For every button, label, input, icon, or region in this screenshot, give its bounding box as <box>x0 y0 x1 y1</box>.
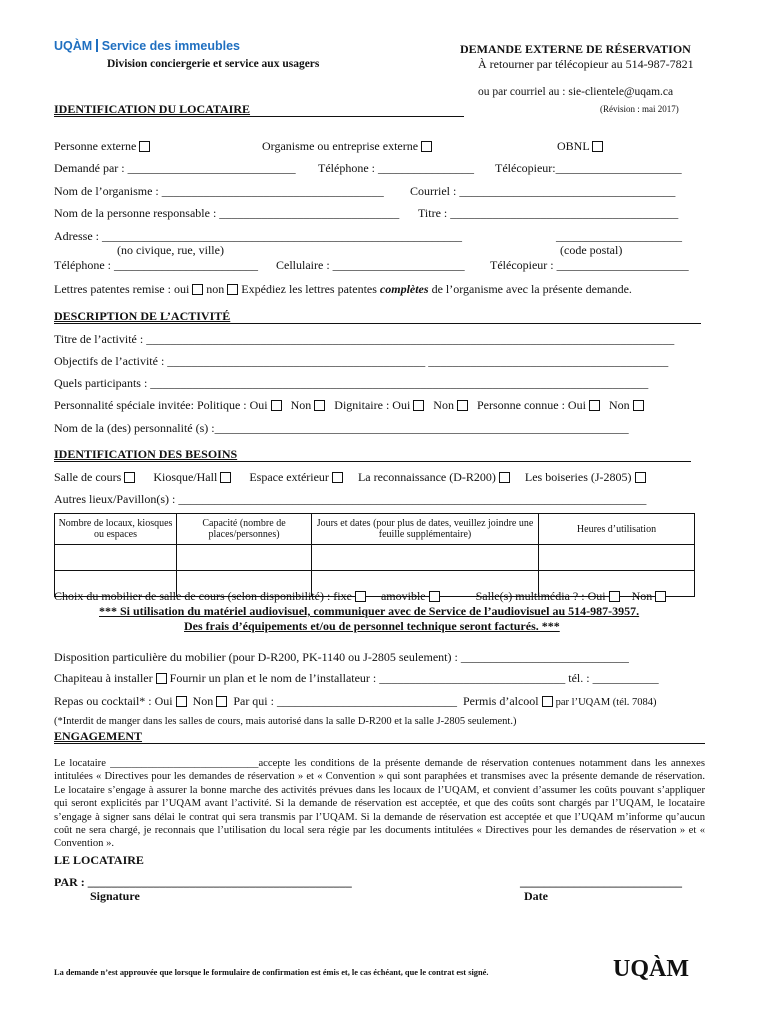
telecopieur2-field[interactable]: Télécopieur : ______________________ <box>490 258 689 272</box>
no-civique-hint: (no civique, rue, ville) <box>117 243 224 257</box>
checkbox-organisme[interactable] <box>421 141 432 152</box>
cellulaire-field[interactable]: Cellulaire : ______________________ <box>276 258 465 272</box>
table-header-row <box>55 514 695 545</box>
checkbox-connue-non[interactable] <box>633 400 644 411</box>
brand-separator <box>96 39 98 52</box>
nom-personnalite-field[interactable]: Nom de la (des) personnalité (s) :_____________________________________________________________________ <box>54 421 629 435</box>
besoins-heading: IDENTIFICATION DES BESOINS <box>54 447 238 461</box>
telephone-field[interactable]: Téléphone : ________________ <box>318 161 474 175</box>
chapiteau-row: Chapiteau à installer Fournir un plan et le nom de l’installateur : _______________________________ tél. : ___________ <box>54 671 659 685</box>
frais-notice: Des frais d’équipements et/ou de personnel technique seront facturés. *** <box>184 619 560 633</box>
autres-lieux-field[interactable]: Autres lieux/Pavillon(s) : ______________________________________________________________________________ <box>54 492 647 506</box>
checkbox-personne-externe[interactable] <box>139 141 150 152</box>
telecopieur-field[interactable]: Télécopieur:_____________________ <box>495 161 682 175</box>
checkbox-reconnaissance[interactable] <box>499 472 510 483</box>
participants-field[interactable]: Quels participants : ___________________________________________________________________________________ <box>54 376 649 390</box>
fax-line: À retourner par télécopieur au 514-987-7821 <box>478 57 694 71</box>
description-heading: DESCRIPTION DE L’ACTIVITÉ <box>54 309 231 323</box>
checkbox-multimedia-non[interactable] <box>655 591 666 602</box>
heading-rule <box>54 461 691 462</box>
checkbox-salle-cours[interactable] <box>124 472 135 483</box>
form-title: DEMANDE EXTERNE DE RÉSERVATION <box>460 42 691 56</box>
checkbox-boiseries[interactable] <box>635 472 646 483</box>
heading-rule <box>54 323 701 324</box>
code-postal-field[interactable]: _____________________ <box>556 229 682 243</box>
brand-service: Service des immeubles <box>101 39 240 53</box>
opt-organisme: Organisme ou entreprise externe <box>262 139 432 154</box>
table-cell[interactable] <box>55 545 177 571</box>
checkbox-espace-exterieur[interactable] <box>332 472 343 483</box>
besoins-table <box>54 513 695 597</box>
signature-label: Signature <box>90 889 140 903</box>
email-line: ou par courriel au : sie-clientele@uqam.ca <box>478 86 674 98</box>
opt-personne-externe: Personne externe <box>54 139 150 154</box>
interdit-note: (*Interdit de manger dans les salles de cours, mais autorisé dans la salle D-R200 et la salle J-2805 seulement.) <box>54 716 517 727</box>
checkbox-politique-oui[interactable] <box>271 400 282 411</box>
table-header: Capacité (nombre de places/personnes) <box>177 514 312 545</box>
nom-organisme-field[interactable]: Nom de l’organisme : _____________________________________ <box>54 184 384 198</box>
checkbox-lettres-non[interactable] <box>227 284 238 295</box>
courriel-field[interactable]: Courriel : ____________________________________ <box>410 184 676 198</box>
mobilier-row: Choix du mobilier de salle de cours (selon disponibilité) : fixe amovible Salle(s) multimédia ? : Oui Non <box>54 589 666 604</box>
nom-responsable-field[interactable]: Nom de la personne responsable : ______________________________ <box>54 206 400 220</box>
approval-note: La demande n’est approuvée que lorsque le formulaire de confirmation est émis et, le cas échéant, que le contrat est signé. <box>54 968 489 977</box>
par-qui-field[interactable]: Par qui : ______________________________ <box>233 694 457 708</box>
personnalite-row: Personnalité spéciale invitée: Politique : Oui Non Dignitaire : Oui Non Personne connue : Oui Non <box>54 398 644 413</box>
checkbox-dignitaire-non[interactable] <box>457 400 468 411</box>
checkbox-permis-alcool[interactable] <box>542 696 553 707</box>
revision-label: (Révision : mai 2017) <box>600 104 679 114</box>
titre-field[interactable]: Titre : ______________________________________ <box>418 206 679 220</box>
adresse-field[interactable]: Adresse : ____________________________________________________________ <box>54 229 462 243</box>
checkbox-repas-oui[interactable] <box>176 696 187 707</box>
checkbox-amovible[interactable] <box>429 591 440 602</box>
table-cell[interactable] <box>539 545 695 571</box>
checkbox-kiosque[interactable] <box>220 472 231 483</box>
uqam-footer-logo: UQÀM <box>613 956 689 982</box>
checkbox-repas-non[interactable] <box>216 696 227 707</box>
checkbox-dignitaire-oui[interactable] <box>413 400 424 411</box>
brand-name: UQÀM <box>54 39 93 53</box>
checkbox-fixe[interactable] <box>355 591 366 602</box>
heading-rule <box>54 116 464 117</box>
fournir-field[interactable]: Fournir un plan et le nom de l’installateur : _______________________________ tél. : ___________ <box>169 671 659 685</box>
checkbox-politique-non[interactable] <box>314 400 325 411</box>
checkbox-lettres-oui[interactable] <box>192 284 203 295</box>
disposition-field[interactable]: Disposition particulière du mobilier (pour D-R200, PK-1140 ou J-2805 seulement) : ____________________________ <box>54 650 629 664</box>
engagement-heading: ENGAGEMENT <box>54 729 143 743</box>
audiovisuel-notice: *** Si utilisation du matériel audiovisuel, communiquer avec de Service de l’audiovisuel au 514-987-3957. <box>99 604 640 618</box>
checkbox-multimedia-oui[interactable] <box>609 591 620 602</box>
lettres-patentes-row: Lettres patentes remise : oui non Expédiez les lettres patentes complètes de l’organisme avec la présente demande. <box>54 282 632 296</box>
table-cell[interactable] <box>312 545 539 571</box>
besoins-row: Salle de cours Kiosque/Hall Espace extérieur La reconnaissance (D-R200) Les boiseries (J-2805) <box>54 470 646 485</box>
checkbox-connue-oui[interactable] <box>589 400 600 411</box>
repas-row: Repas ou cocktail* : Oui Non Par qui : ______________________________ Permis d’alcool par l’UQAM (tél. 7084) <box>54 694 657 708</box>
titre-activite-field[interactable]: Titre de l’activité : ________________________________________________________________________________________ <box>54 332 675 346</box>
table-header: Jours et dates (pour plus de dates, veuillez joindre une feuille supplémentaire) <box>312 514 539 545</box>
code-postal-hint: (code postal) <box>560 243 623 257</box>
le-locataire-label: LE LOCATAIRE <box>54 853 144 867</box>
engagement-paragraph: Le locataire ____________________________accepte les conditions de la présente demande de réservation contenues notamment dans les annexes intitulées « Directives pour les demandes de réservation » et « Convention » qui sont paraphées et transmises avec la présente demande de réservation. Le locataire s’engage à assurer la bonne marche des activités prévues dans les locaux de l’UQAM, et convient d’assumer les coûts pouvant s’appliquer qui seront explicités par l’UQAM avant l’activité. Si la demande de réservation est acceptée, et que des coûts sont chargés par l’UQAM, le locataire s’engage à signer sans délai le contrat qui sera transmis par l’UQAM. Si la demande de réservation est acceptée et que l’UQAM m’informe qu’aucun coût ne sera chargé, je reconnais que l’utilisation du local sera régie par les documents intitulées « Directives pour les demandes de réservation » et « Convention ». <box>54 758 705 850</box>
date-label: Date <box>524 889 548 903</box>
date-field[interactable]: ___________________________ <box>520 875 682 889</box>
telephone2-field[interactable]: Téléphone : ________________________ <box>54 258 258 272</box>
heading-rule <box>54 743 705 744</box>
checkbox-obnl[interactable] <box>592 141 603 152</box>
division-label: Division conciergerie et service aux usagers <box>107 58 320 70</box>
table-header: Nombre de locaux, kiosques ou espaces <box>55 514 177 545</box>
opt-obnl: OBNL <box>557 139 603 154</box>
table-cell[interactable] <box>177 545 312 571</box>
objectifs-field[interactable]: Objectifs de l’activité : ___________________________________________ ________________________________________ <box>54 354 669 368</box>
par-signature-field[interactable]: PAR : ____________________________________________ <box>54 875 352 889</box>
table-header: Heures d’utilisation <box>539 514 695 545</box>
table-row <box>55 545 695 571</box>
demande-par-field[interactable]: Demandé par : ____________________________ <box>54 161 296 175</box>
checkbox-chapiteau[interactable] <box>156 673 167 684</box>
identification-heading: IDENTIFICATION DU LOCATAIRE <box>54 102 251 116</box>
uqam-brand-logo <box>54 39 240 53</box>
